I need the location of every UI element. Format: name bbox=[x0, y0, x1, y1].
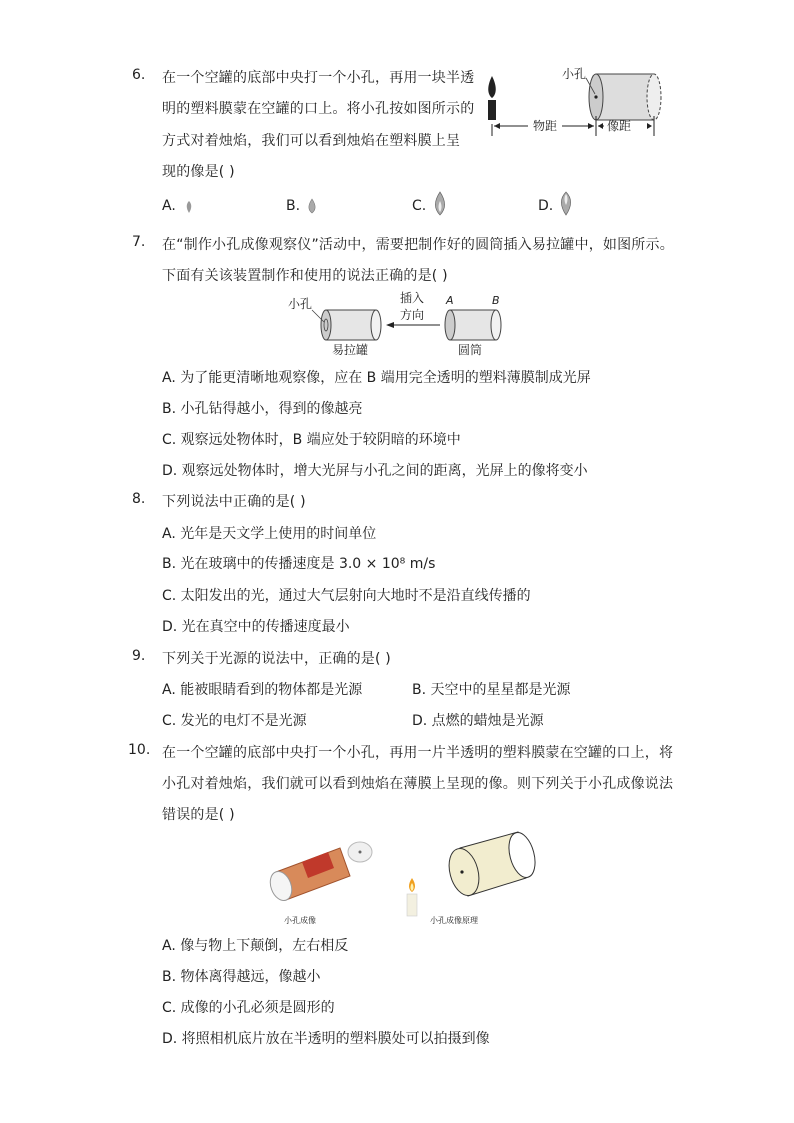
inverted-flame-small-icon bbox=[184, 199, 194, 215]
question-text-line: 小孔对着烛焰，我们就可以看到烛焰在薄膜上呈现的像。则下列关于小孔成像说法 bbox=[162, 776, 674, 792]
hole-label: 小孔 bbox=[288, 297, 313, 311]
question-number: 6. bbox=[132, 67, 146, 83]
option-b[interactable]: B. 物体离得越远，像越小 bbox=[162, 969, 321, 985]
insert-direction-label: 方向 bbox=[400, 308, 425, 322]
option-a[interactable]: A. 为了能更清晰地观察像，应在 B 端用完全透明的塑料薄膜制成光屏 bbox=[162, 370, 591, 386]
option-c[interactable]: C. bbox=[412, 198, 427, 214]
question-text-line: 在一个空罐的底部中央打一个小孔，再用一块半透 bbox=[162, 70, 475, 86]
option-b[interactable]: B. bbox=[286, 198, 301, 214]
option-c[interactable]: C. 成像的小孔必须是圆形的 bbox=[162, 1000, 335, 1016]
question-number: 9. bbox=[132, 648, 146, 664]
option-d[interactable]: D. 点燃的蜡烛是光源 bbox=[412, 713, 544, 729]
option-b[interactable]: B. 天空中的星星都是光源 bbox=[412, 682, 571, 698]
tube-icon bbox=[445, 310, 501, 340]
question-text-line: 明的塑料膜蒙在空罐的口上。将小孔按如图所示的 bbox=[162, 101, 475, 117]
pinhole-can-figure bbox=[478, 58, 668, 140]
can-icon bbox=[321, 310, 381, 340]
insert-direction-label: 插入 bbox=[400, 291, 425, 305]
left-caption: 小孔成像 bbox=[284, 916, 316, 925]
right-caption: 小孔成像原理 bbox=[430, 916, 478, 925]
question-text-line: 现的像是( ) bbox=[162, 164, 235, 180]
upright-large-flame-icon bbox=[432, 191, 448, 217]
option-b[interactable]: B. 光在玻璃中的传播速度是 3.0 × 10⁸ m/s bbox=[162, 556, 436, 572]
cylinder-icon bbox=[444, 830, 538, 899]
option-d[interactable]: D. 将照相机底片放在半透明的塑料膜处可以拍摄到像 bbox=[162, 1031, 490, 1047]
end-b-label: B bbox=[492, 294, 500, 307]
option-d[interactable]: D. bbox=[538, 198, 554, 214]
question-text-line: 下列关于光源的说法中，正确的是( ) bbox=[162, 651, 391, 667]
end-a-label: A bbox=[446, 294, 454, 307]
observer-device-figure bbox=[284, 288, 514, 358]
option-b[interactable]: B. 小孔钻得越小，得到的像越亮 bbox=[162, 401, 363, 417]
hole-label: 小孔 bbox=[562, 67, 587, 81]
option-c[interactable]: C. 发光的电灯不是光源 bbox=[162, 713, 307, 729]
can-photo-icon bbox=[266, 842, 372, 904]
arrow-left-icon bbox=[386, 322, 394, 328]
option-d[interactable]: D. 光在真空中的传播速度最小 bbox=[162, 619, 350, 635]
option-a[interactable]: A. 光年是天文学上使用的时间单位 bbox=[162, 526, 377, 542]
tube-label: 圆筒 bbox=[458, 343, 483, 357]
pinhole-principle-figure bbox=[398, 826, 538, 926]
question-number: 8. bbox=[132, 491, 146, 507]
option-d[interactable]: D. 观察远处物体时，增大光屏与小孔之间的距离，光屏上的像将变小 bbox=[162, 463, 588, 479]
question-text-line: 错误的是( ) bbox=[162, 807, 235, 823]
can-label: 易拉罐 bbox=[332, 343, 369, 357]
inverted-large-flame-icon bbox=[558, 191, 574, 217]
option-a[interactable]: A. 像与物上下颠倒，左右相反 bbox=[162, 938, 349, 954]
option-c[interactable]: C. 观察远处物体时，B 端应处于较阴暗的环境中 bbox=[162, 432, 461, 448]
question-text-line: 下列说法中正确的是( ) bbox=[162, 494, 306, 510]
option-a[interactable]: A. 能被眼睛看到的物体都是光源 bbox=[162, 682, 363, 698]
question-number: 7. bbox=[132, 234, 146, 250]
candle-icon bbox=[488, 76, 496, 120]
upright-flame-icon bbox=[306, 197, 318, 215]
question-text-line: 下面有关该装置制作和使用的说法正确的是( ) bbox=[162, 268, 448, 284]
can-icon bbox=[589, 74, 661, 120]
option-a[interactable]: A. bbox=[162, 198, 176, 214]
option-c[interactable]: C. 太阳发出的光，通过大气层射向大地时不是沿直线传播的 bbox=[162, 588, 531, 604]
question-text-line: 在“制作小孔成像观察仪”活动中，需要把制作好的圆筒插入易拉罐中，如图所示。 bbox=[162, 237, 674, 253]
object-distance-label: 物距 bbox=[533, 119, 558, 133]
question-text-line: 在一个空罐的底部中央打一个小孔，再用一片半透明的塑料膜蒙在空罐的口上，将 bbox=[162, 745, 674, 761]
image-distance-label: 像距 bbox=[607, 119, 632, 133]
pinhole-can-photo bbox=[262, 832, 382, 926]
candle-icon bbox=[407, 878, 417, 916]
question-text-line: 方式对着烛焰，我们可以看到烛焰在塑料膜上呈 bbox=[162, 133, 461, 149]
question-number: 10. bbox=[128, 742, 151, 758]
